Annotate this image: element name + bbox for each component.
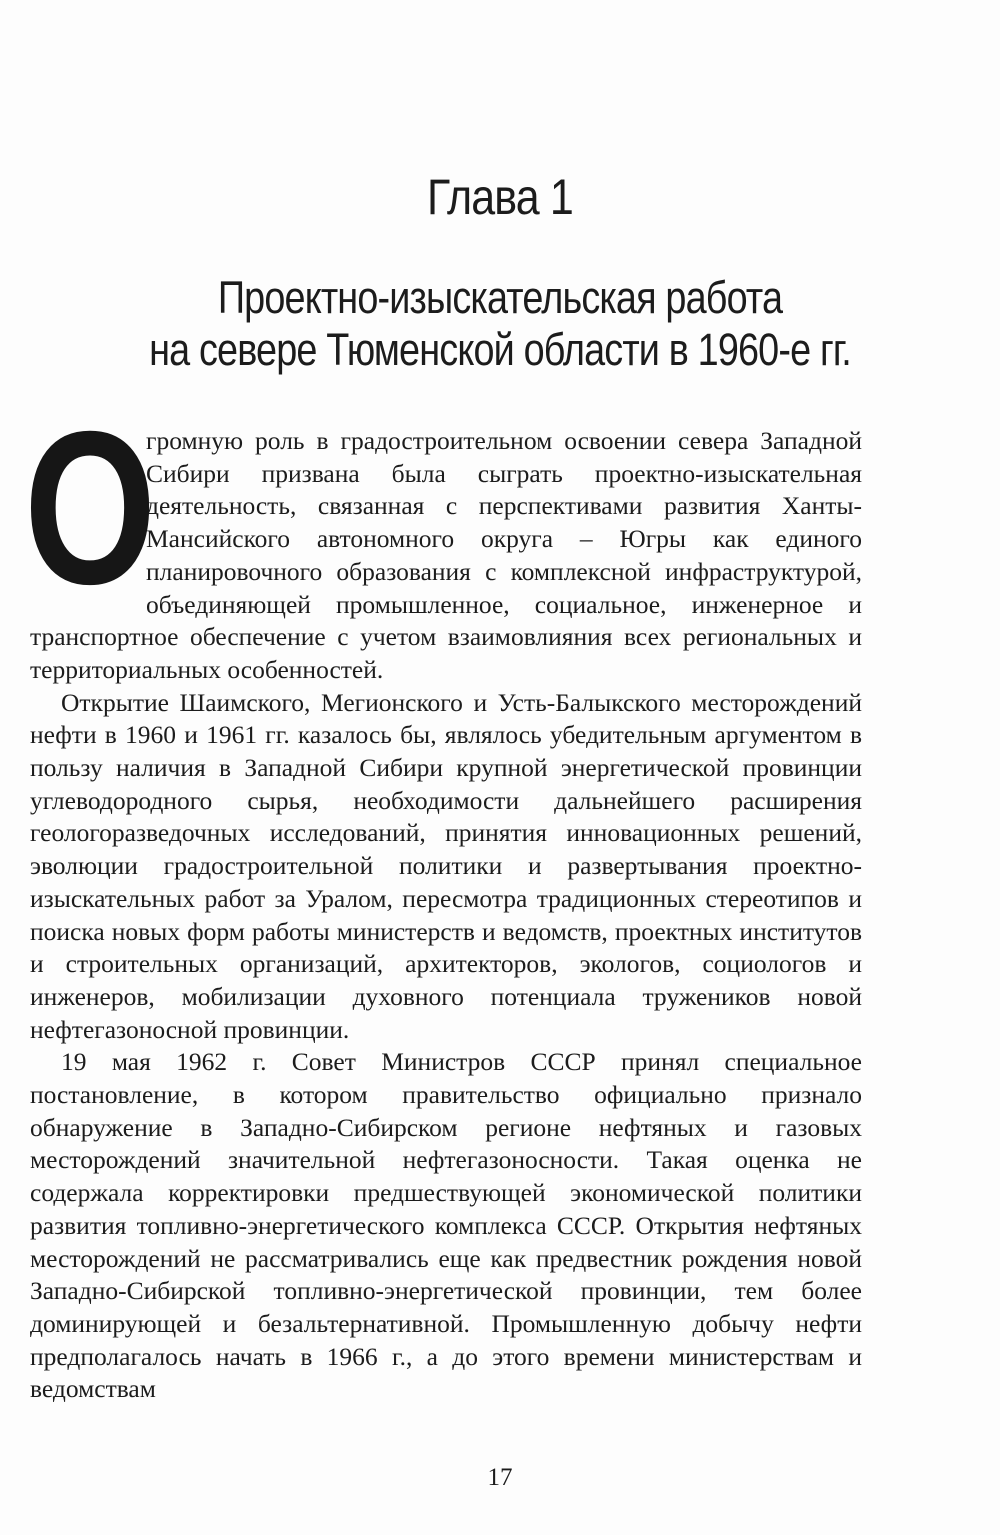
chapter-title-line-2: на севере Тюменской области в 1960-е гг. (149, 324, 851, 375)
paragraph-2: Открытие Шаимского, Мегионского и Усть-Балыкского месторождений нефти в 1960 и 1961 гг. казалось бы, являлось убедительным аргументом в пользу наличия в Западной Сибири крупной энергетической провинции углеводородного сырья, необходимости дальнейшего расширения геологоразведочных исследований, принятия инновационных решений, эволюции градостроительной политики и развертывания проектно-изыскательных работ за Уралом, пересмотра традиционных стереотипов и поиска новых форм работы министерств и ведомств, проектных институтов и строительных организаций, архитекторов, экологов, социологов и инженеров, мобилизации духовного потенциала тружеников новой нефтегазоносной провинции. (30, 687, 862, 1044)
chapter-title (0, 272, 1000, 376)
chapter-title-line-1: Проектно-изыскательская работа (217, 272, 783, 323)
drop-cap: О (24, 387, 157, 630)
paragraph-1: громную роль в градостроительном освоении севера Западной Сибири призвана была сыграть проектно-изыскательная деятельность, связанная с перспективами развития Ханты-Мансийского автономного округа – Югры как единого планировочного образования с комплексной инфраструктурой, объединяющей промышленное, социальное, инженерное и транспортное обеспечение с учетом взаимовлияния всех региональных и территориальных особенностей. (30, 426, 862, 684)
body-text (24, 387, 862, 1406)
paragraph-3: 19 мая 1962 г. Совет Министров СССР принял специальное постановление, в котором правительство официально признало обнаружение в Западно-Сибирском регионе нефтяных и газовых месторождений значительной нефтегазоносности. Такая оценка не содержала корректировки предшествующей экономической политики развития топливно-энергетического комплекса СССР. Открытия нефтяных месторождений не рассматривались еще как предвестник рождения новой Западно-Сибирской топливно-энергетической провинции, тем более доминирующей и безальтернативной. Промышленную добычу нефти предполагалось начать в 1966 г., а до этого времени министерствам и ведомствам (30, 1047, 862, 1404)
page-number: 17 (487, 1464, 513, 1491)
chapter-heading: Глава 1 (426, 169, 573, 225)
